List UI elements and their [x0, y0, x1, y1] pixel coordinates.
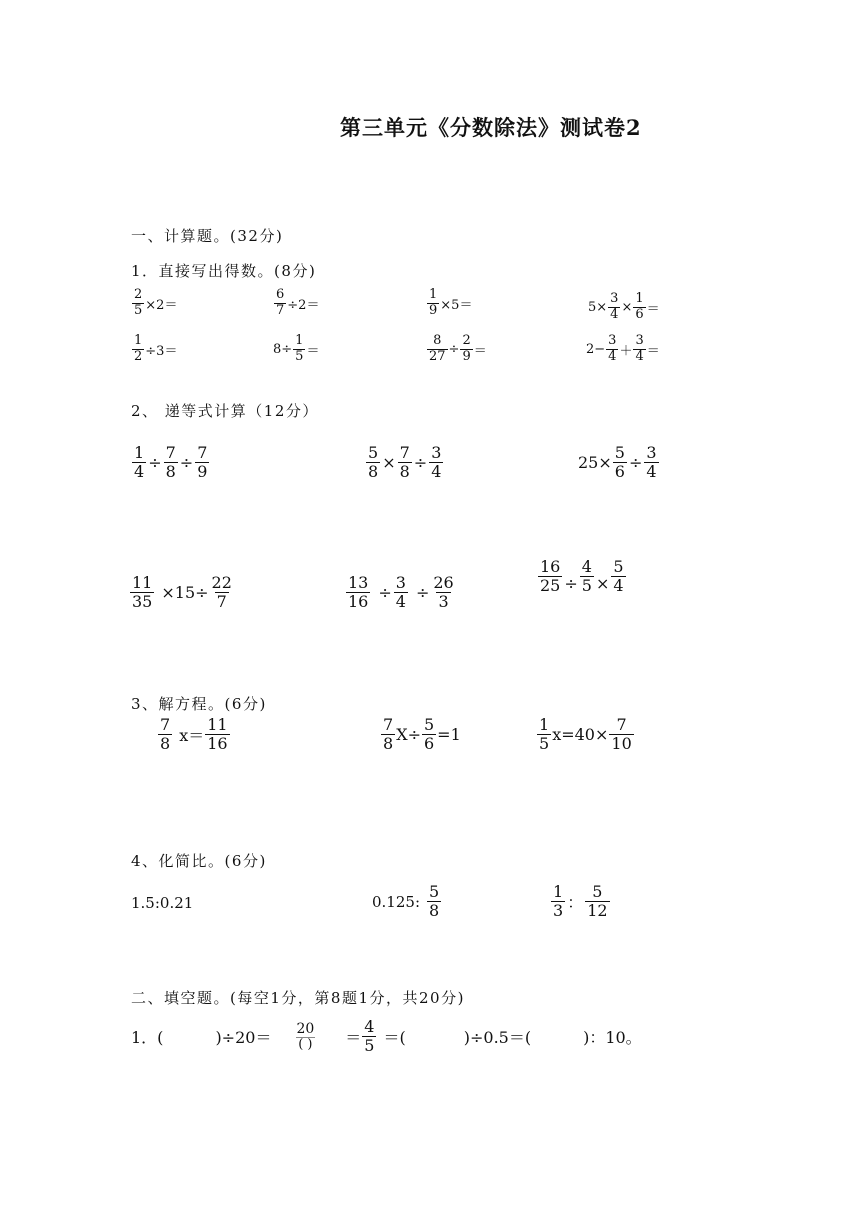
q2-heading: 2、 递等式计算（12分） — [131, 402, 319, 420]
q4-ratio-1: 1.5:0.21 — [131, 894, 194, 912]
q4-heading: 4、化简比。(6分) — [131, 852, 267, 870]
q1-heading: 1．直接写出得数。(8分) — [131, 262, 317, 280]
page-title: 第三单元《分数除法》测试卷2 — [340, 115, 642, 140]
q3-equation-1: $\frac{7}{8}$ x＝ $\frac{11}{16}$ — [160, 715, 228, 754]
q1-r2-a: $\frac{1}{2}$ ÷3＝ — [134, 333, 178, 364]
q2-problem-5: $\frac{13}{16}$ ÷ $\frac{3}{4}$ ÷ $\frac{26}{3}$ — [348, 573, 454, 612]
q1-r1-d: 5× $\frac{3}{4}$ × $\frac{1}{6}$ ＝ — [588, 291, 660, 322]
q1-r2-d: 2− $\frac{3}{4}$ ＋ $\frac{3}{4}$ ＝ — [586, 333, 660, 364]
blank-2[interactable]: ( ) — [298, 1036, 313, 1052]
q2-problem-3: 25× $\frac{5}{6}$ ÷ $\frac{3}{4}$ — [578, 443, 657, 482]
q3-equation-2: $\frac{7}{8}$ X÷ $\frac{5}{6}$ =1 — [383, 715, 461, 754]
q4-ratio-2: 0.125: $\frac{5}{8}$ — [372, 882, 440, 921]
q1-r1-c: $\frac{1}{9}$ ×5＝ — [429, 287, 473, 318]
q4-ratio-3: $\frac{1}{3}$ ： $\frac{5}{12}$ — [553, 882, 608, 921]
q3-heading: 3、解方程。(6分) — [131, 695, 267, 713]
section2-heading: 二、填空题。(每空1分，第8题1分，共20分) — [131, 989, 465, 1007]
section2-q1: 1．( )÷20＝ $\frac{20}{( )}$ ＝ $\frac{4}{5}$ ＝( )÷0.5＝( )：10。 — [131, 1017, 642, 1056]
q1-r1-a: $\frac{2}{5}$ ×2＝ — [134, 287, 178, 318]
q2-problem-4: $\frac{11}{35}$ ×15÷ $\frac{22}{7}$ — [132, 573, 232, 612]
q3-equation-3: $\frac{1}{5}$ x=40× $\frac{7}{10}$ — [539, 715, 632, 754]
q1-r1-b: $\frac{6}{7}$ ÷2＝ — [276, 287, 320, 318]
section1-heading: 一、计算题。(32分) — [131, 227, 284, 245]
q1-r2-c: $\frac{8}{27}$ ÷ $\frac{2}{9}$ ＝ — [429, 333, 487, 364]
q1-r2-b: 8÷ $\frac{1}{5}$ ＝ — [273, 333, 320, 364]
q2-problem-6: $\frac{16}{25}$ ÷ $\frac{4}{5}$ × $\frac{5}{4}$ — [540, 557, 624, 596]
q2-problem-1: $\frac{1}{4}$ ÷ $\frac{7}{8}$ ÷ $\frac{7}{9}$ — [134, 443, 208, 482]
q2-problem-2: $\frac{5}{8}$ × $\frac{7}{8}$ ÷ $\frac{3}{4}$ — [368, 443, 442, 482]
